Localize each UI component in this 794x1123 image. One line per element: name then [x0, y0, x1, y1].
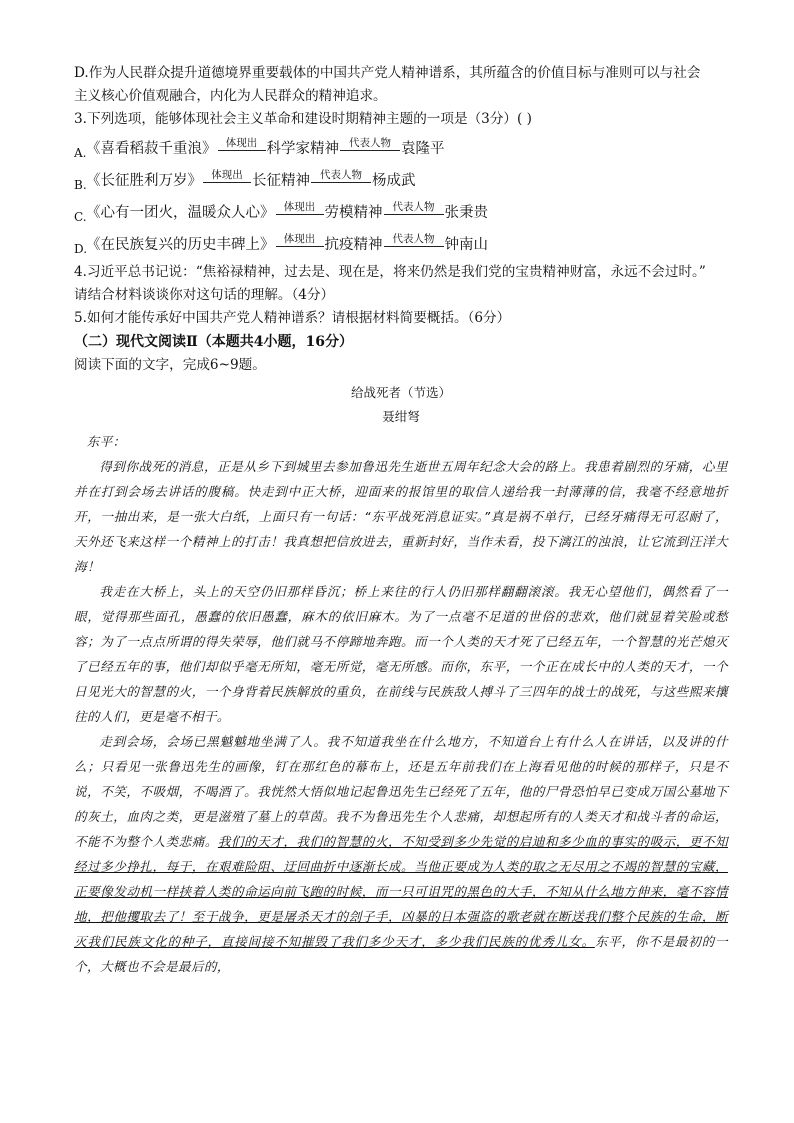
q3-option-chain	[86, 233, 488, 254]
q3-arrow-representative	[311, 170, 371, 190]
q3-stem: 3.下列选项，能够体现社会主义革命和建设时期精神主题的一项是（3分）( )	[74, 111, 532, 127]
q3-arrow-representative	[340, 138, 400, 158]
q2-option-d-line1: D.作为人民群众提升道德境界重要载体的中国共产党人精神谱系，其所蕴含的价值目标与准则可以与社会	[74, 65, 701, 81]
q3-work-title: 《长征胜利万岁》	[86, 173, 202, 189]
q3-arrow-representative-line	[340, 150, 400, 151]
q3-arrow-representative-label: 代表人物	[392, 233, 435, 245]
q3-arrow-reflects-line	[276, 214, 324, 215]
q3-person: 钟南山	[444, 237, 488, 253]
q3-options	[74, 131, 728, 259]
q3-arrow-reflects-label: 体现出	[225, 137, 258, 149]
q3-option-letter: C.	[74, 210, 87, 224]
q3-arrow-reflects-label: 体现出	[283, 233, 316, 245]
q3-option-chain	[86, 169, 416, 190]
q3-option-4	[74, 227, 728, 259]
q3-arrow-reflects	[276, 234, 324, 254]
q3-spirit: 科学家精神	[266, 141, 339, 157]
q3-option-letter: B.	[74, 178, 87, 192]
q3-arrow-representative-line	[384, 246, 444, 247]
q3-work-title: 《在民族复兴的历史丰碑上》	[86, 237, 275, 253]
q3-option-2	[74, 163, 728, 195]
q3-arrow-reflects-line	[203, 182, 251, 183]
para3-tail: 东平，你不是最初的一个，大概也不会是最后的，	[74, 934, 728, 974]
q3-option-letter: A.	[74, 146, 87, 160]
para3-underlined: 我们的天才，我们的智慧的火，不知受到多少先觉的启迪和多少血的事实的吸示，更不知经过多少挣扎，每于，在艰难险阻、迂回曲折中逐渐长成。当他正要成为人类的取之无尽用之不竭的智慧的宝藏，正要像发动机一样挟着人类的命运向前飞跑的时候，而一只可诅咒的黑色的大手，不知从什么地方伸来，毫不容情地，把他攫取去了！至于战争，更是屠杀天才的刽子手，凶暴的日本强盗的歌老就在断送我们整个民族的生命，断灭我们民族文化的种子，直接间接不知摧毁了我们多少天才，多少我们民族的优秀儿女。	[74, 834, 728, 949]
article-author: 聂绀弩	[382, 409, 420, 424]
q3-option-1	[74, 131, 728, 163]
q3-arrow-reflects-line	[218, 150, 266, 151]
section-heading: （二）现代文阅读Ⅱ（本题共4小题，16分）	[74, 334, 354, 350]
q3-option-chain	[86, 201, 488, 222]
q3-arrow-reflects-label: 体现出	[283, 201, 316, 213]
q3-arrow-representative-line	[384, 214, 444, 215]
q3-option-letter: D.	[74, 242, 88, 256]
q3-arrow-reflects	[203, 170, 251, 190]
q3-arrow-reflects	[276, 202, 324, 222]
para3-plain: 走到会场，会场已黑魆魆地坐满了人。我不知道我坐在什么地方，不知道台上有什么人在讲话，以及讲的什么；只看见一张鲁迅先生的画像，钉在那红色的幕布上，还是五年前我们在上海看见他的时候的那样子，只是不说，不笑，不吸烟，不喝酒了。我恍然大悟似地记起鲁迅先生已经死了五年，他的尸骨恐怕早已变成万国公墓地下的灰土，血肉之类，更是滋殖了墓上的草茵。我不为鲁迅先生个人悲痛，却想起所有的人类天才和战斗者的命运，不能不为整个人类悲痛。	[74, 734, 728, 849]
q3-arrow-representative-label: 代表人物	[392, 201, 435, 213]
q2-option-d-line2: 主义核心价值观融合，内化为人民群众的精神追求。	[74, 88, 387, 104]
article-title: 给战死者（节选）	[350, 385, 451, 400]
q3-person: 杨成武	[372, 173, 416, 189]
q3-arrow-representative-label: 代表人物	[320, 169, 362, 181]
q3-work-title: 《心有一团火，温暖众人心》	[86, 205, 275, 221]
article-paragraph-3	[74, 729, 728, 979]
q5-line1: 5.如何才能传承好中国共产党人精神谱系？请根据材料简要概括。（6分）	[74, 310, 511, 326]
q3-person: 张秉贵	[444, 205, 488, 221]
q3-option-3	[74, 195, 728, 227]
q3-person: 袁隆平	[401, 141, 445, 157]
q4-line2: 请结合材料谈谈你对这句话的理解。（4分）	[74, 287, 335, 303]
article-salutation: 东平：	[86, 434, 126, 449]
reading-instruction: 阅读下面的文字，完成6~9题。	[74, 357, 266, 373]
q3-spirit: 长征精神	[252, 173, 310, 189]
q3-arrow-reflects	[218, 138, 266, 158]
q3-option-chain	[86, 137, 445, 158]
article-paragraph-1: 得到你战死的消息，正是从乡下到城里去参加鲁迅先生逝世五周年纪念大会的路上。我患着剧烈的牙痛，心里并在打到会场去讲话的腹稿。快走到中正大桥，迎面来的报馆里的取信人递给我一封薄薄的信，我毫不经意地折开，一抽出来，是一张大白纸，上面只有一句话：“东平战死消息证实。”真是祸不单行，已经牙痛得无可忍耐了，天外还飞来这样一个精神上的打击！我真想把信放进去，重新封好，当作未看，投下漓江的浊浪，让它流到汪洋大海！	[74, 459, 728, 574]
q3-spirit: 抗疫精神	[324, 237, 383, 253]
q3-spirit: 劳模精神	[324, 205, 383, 221]
article-paragraph-2: 我走在大桥上，头上的天空仍旧那样昏沉；桥上来往的行人仍旧那样翻翻滚滚。我无心望他们，偶然看了一眼，觉得那些面孔，愚蠢的依旧愚蠢，麻木的依旧麻木。为了一点毫不足道的世俗的悲欢，他们就显着笑脸或愁容；为了一点点所谓的得失荣辱，他们就马不停蹄地奔跑。而一个人类的天才死了已经五年，一个智慧的光芒熄灭了已经五年的事，他们却似乎毫无所知，毫无所觉，毫无所感。而你，东平，一个正在成长中的人类的天才，一个日见光大的智慧的火，一个身背着民族解放的重负，在前线与民族敌人搏斗了三四年的战士的战死，与这些熙来攘往的人们，更是毫不相干。	[74, 584, 728, 724]
q3-work-title: 《喜看稻菽千重浪》	[86, 141, 217, 157]
q3-arrow-representative	[384, 234, 444, 254]
q3-arrow-representative	[384, 202, 444, 222]
q3-arrow-representative-label: 代表人物	[349, 137, 391, 149]
q3-arrow-representative-line	[311, 182, 371, 183]
q3-arrow-reflects-line	[276, 246, 324, 247]
q4-line1: 4.习近平总书记说：“焦裕禄精神，过去是、现在是，将来仍然是我们党的宝贵精神财富，永远不会过时。”	[74, 264, 706, 280]
q3-arrow-reflects-label: 体现出	[211, 169, 243, 181]
